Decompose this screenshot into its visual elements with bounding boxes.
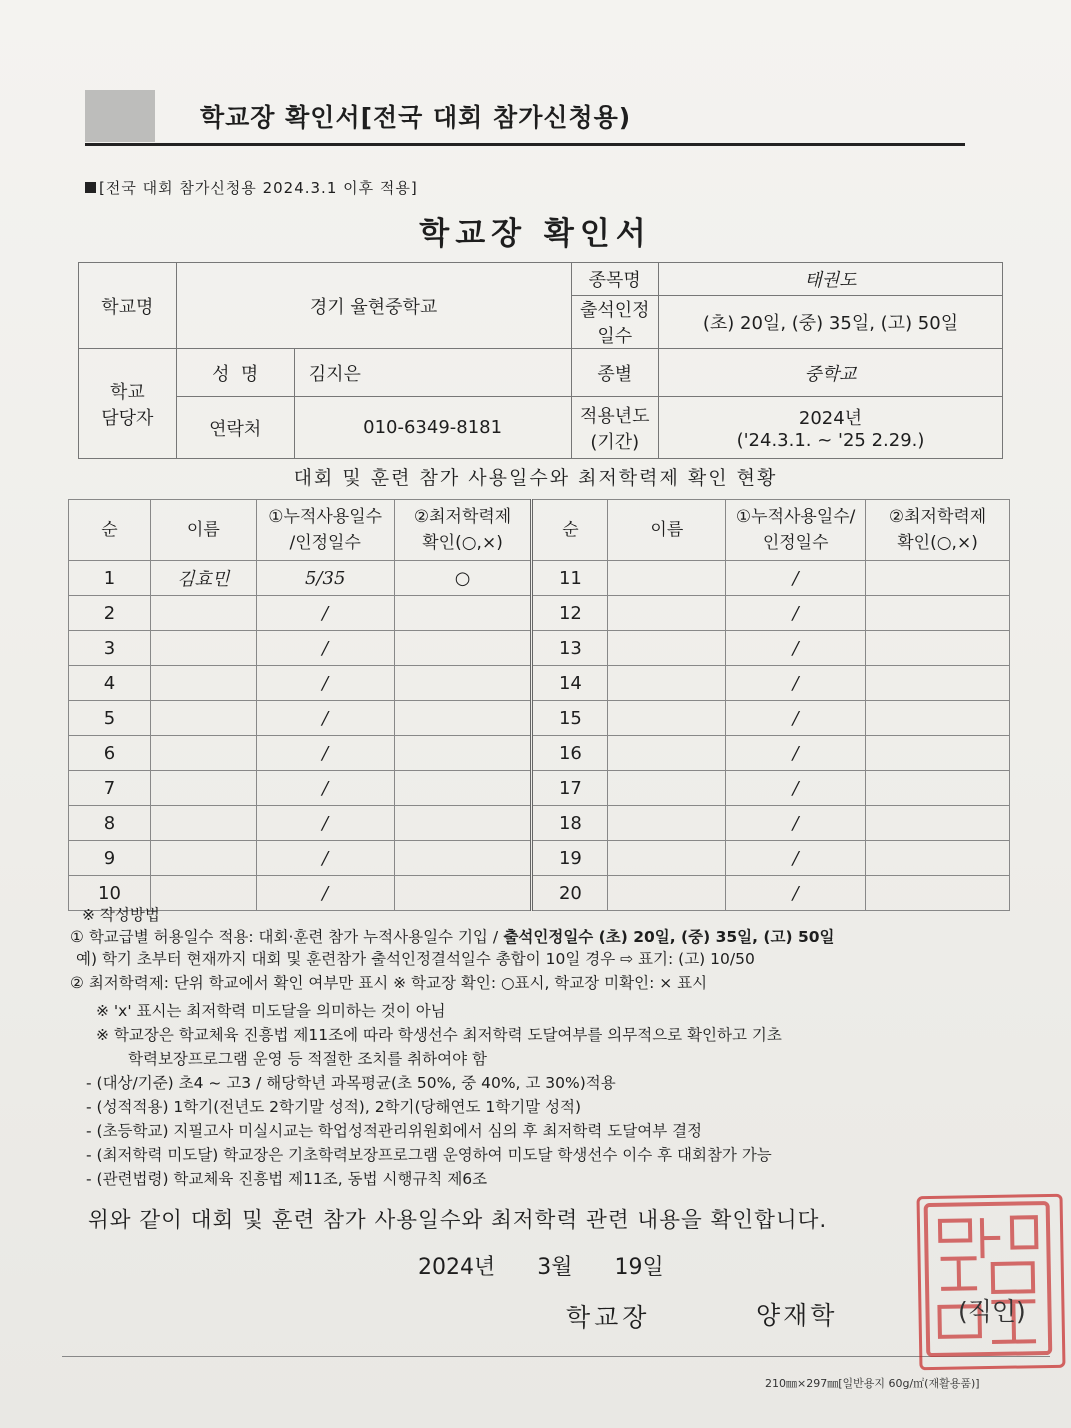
row-days2-cell: / [726, 771, 866, 806]
date-year: 2024년 [418, 1255, 496, 1280]
table-row [69, 631, 1010, 666]
sport-value: 태권도 [659, 263, 1003, 296]
type-label: 종별 [571, 349, 659, 397]
table-row [69, 841, 1010, 876]
row-name2-cell [608, 806, 726, 841]
notice-line [85, 177, 418, 198]
row-check2-cell [866, 806, 1010, 841]
seal-pattern-icon [920, 1197, 1057, 1361]
table-row [69, 876, 1010, 911]
row-name-cell [150, 596, 256, 631]
table-row [69, 736, 1010, 771]
row-no-cell: 6 [69, 736, 151, 771]
instruction-line-3: ② 최저학력제: 단위 학교에서 확인 여부만 표시 ※ 학교장 확인: ○표시, 학교장 미확인: × 표시 [70, 974, 708, 992]
row-check-cell [394, 771, 532, 806]
row-name-cell [150, 841, 256, 876]
row-check-cell [394, 701, 532, 736]
row-name2-cell [608, 666, 726, 701]
school-info-table [78, 262, 1003, 459]
year-value [659, 397, 1003, 459]
row-check-cell: ○ [394, 561, 532, 596]
row-name-cell [150, 631, 256, 666]
col-days2-header-line2: 인정일수 [762, 533, 829, 553]
row-check2-cell [866, 771, 1010, 806]
row-name2-cell [608, 631, 726, 666]
row-name-cell [150, 806, 256, 841]
attendance-label-line2: 일수 [597, 326, 633, 347]
row-days-cell: / [256, 701, 394, 736]
col-days-header-line2: /인정일수 [289, 533, 361, 553]
row-name-cell [150, 771, 256, 806]
attendance-label-line1: 출석인정 [579, 300, 650, 321]
row-name-cell [150, 736, 256, 771]
seal-note: (직인) [958, 1297, 1026, 1326]
row-no2-cell: 20 [532, 876, 608, 911]
col-no2-header: 순 [532, 500, 608, 561]
paper-spec-footer: 210㎜×297㎜[일반용지 60g/㎡(재활용품)] [765, 1377, 980, 1390]
row-check2-cell [866, 631, 1010, 666]
square-bullet-icon [85, 182, 96, 193]
row-name-cell [150, 666, 256, 701]
row-name-cell [150, 876, 256, 911]
row-no-cell: 5 [69, 701, 151, 736]
manager-name-value: 김지은 [294, 349, 571, 397]
col-check-header-line2: 확인(○,×) [422, 533, 503, 553]
official-seal-icon [916, 1194, 1065, 1371]
contact-value: 010-6349-8181 [294, 397, 571, 459]
row-check2-cell [866, 841, 1010, 876]
year-label-line1: 적용년도 [579, 405, 650, 427]
manager-label-line1: 학교 [109, 381, 145, 403]
table-row [69, 806, 1010, 841]
row-days2-cell: / [726, 736, 866, 771]
row-no2-cell: 18 [532, 806, 608, 841]
col-check2-header [866, 500, 1010, 561]
confirmation-statement: 위와 같이 대회 및 훈련 참가 사용일수와 최저학력 관련 내용을 확인합니다. [88, 1208, 828, 1233]
row-check-cell [394, 876, 532, 911]
instructions-heading: ※ 작성방법 [82, 906, 160, 924]
row-no-cell: 9 [69, 841, 151, 876]
col-days2-header [726, 500, 866, 561]
row-no-cell: 2 [69, 596, 151, 631]
row-no-cell: 8 [69, 806, 151, 841]
instruction-line-5: ※ 학교장은 학교체육 진흥법 제11조에 따라 학생선수 최저학력 도달여부를 의무적으로 확인하고 기초 [96, 1026, 782, 1044]
roster-header-row [69, 500, 1010, 561]
row-no2-cell: 19 [532, 841, 608, 876]
col-no-header: 순 [69, 500, 151, 561]
row-no-cell: 7 [69, 771, 151, 806]
col-days-header [256, 500, 394, 561]
row-check2-cell [866, 876, 1010, 911]
row-name2-cell [608, 736, 726, 771]
table-row [69, 561, 1010, 596]
row-no2-cell: 16 [532, 736, 608, 771]
date-day: 19일 [614, 1255, 664, 1280]
contact-label: 연락처 [176, 397, 294, 459]
instruction-line-10: - (최저학력 미도달) 학교장은 기초학력보장프로그램 운영하여 미도달 학생선수 이수 후 대회참가 가능 [86, 1146, 772, 1164]
col-days-header-line1: ①누적사용일수 [268, 507, 383, 527]
col-check-header [394, 500, 532, 561]
notice-text: [전국 대회 참가신청용 2024.3.1 이후 적용] [99, 179, 418, 197]
row-no2-cell: 14 [532, 666, 608, 701]
principal-label: 학교장 [566, 1303, 651, 1332]
year-value-line1: 2024년 [798, 408, 863, 429]
instruction-line-7: - (대상/기준) 초4 ~ 고3 / 해당학년 과목평균(초 50%, 중 40%, 고 30%)적용 [86, 1074, 616, 1092]
instruction-line-1 [70, 925, 835, 947]
table-row [69, 771, 1010, 806]
row-name2-cell [608, 596, 726, 631]
row-days-cell: / [256, 736, 394, 771]
roster-body [69, 561, 1010, 911]
row-name2-cell [608, 771, 726, 806]
school-name-value: 경기 율현중학교 [176, 263, 571, 349]
row-no-cell: 10 [69, 876, 151, 911]
row-check-cell [394, 736, 532, 771]
document-header-title: 학교장 확인서[전국 대회 참가신청용) [200, 103, 632, 132]
row-days-cell: / [256, 631, 394, 666]
col-name-header: 이름 [150, 500, 256, 561]
row-name2-cell [608, 841, 726, 876]
table-row [69, 701, 1010, 736]
type-value: 중학교 [659, 349, 1003, 397]
row-days2-cell: / [726, 701, 866, 736]
roster-table [68, 499, 1010, 911]
row-check-cell [394, 666, 532, 701]
row-days-cell: / [256, 771, 394, 806]
instruction-line-9: - (초등학교) 지필고사 미실시교는 학업성적관리위원회에서 심의 후 최저학력 도달여부 결정 [86, 1122, 703, 1140]
row-days-cell: 5/35 [256, 561, 394, 596]
row-name2-cell [608, 561, 726, 596]
row-days-cell: / [256, 596, 394, 631]
row-check-cell [394, 596, 532, 631]
footer-rule [62, 1356, 1050, 1357]
row-check-cell [394, 631, 532, 666]
row-check2-cell [866, 736, 1010, 771]
instruction-line-6: 학력보장프로그램 운영 등 적절한 조치를 취하여야 함 [128, 1050, 487, 1068]
row-days2-cell: / [726, 806, 866, 841]
row-check2-cell [866, 666, 1010, 701]
row-no2-cell: 13 [532, 631, 608, 666]
row-check-cell [394, 806, 532, 841]
attendance-label [571, 296, 659, 349]
principal-name: 양재학 [756, 1301, 838, 1330]
row-no2-cell: 15 [532, 701, 608, 736]
col-check2-header-line2: 확인(○,×) [897, 533, 978, 553]
row-days2-cell: / [726, 841, 866, 876]
instruction-line-1a: ① 학교급별 허용일수 적용: 대회·훈련 참가 누적사용일수 기입 / [70, 928, 499, 946]
col-check2-header-line1: ②최저학력제 [888, 507, 987, 527]
sport-label: 종목명 [571, 263, 659, 296]
year-label [571, 397, 659, 459]
row-days2-cell: / [726, 631, 866, 666]
section-title: 대회 및 훈련 참가 사용일수와 최저학력제 확인 현황 [293, 467, 778, 489]
row-days-cell: / [256, 806, 394, 841]
row-days-cell: / [256, 876, 394, 911]
row-no2-cell: 17 [532, 771, 608, 806]
row-check2-cell [866, 561, 1010, 596]
instruction-line-11: - (관련법령) 학교체육 진흥법 제11조, 동법 시행규칙 제6조 [86, 1170, 488, 1188]
row-days2-cell: / [726, 666, 866, 701]
page-title: 학교장 확인서 [419, 216, 652, 252]
row-no2-cell: 11 [532, 561, 608, 596]
instruction-line-8: - (성적적용) 1학기(전년도 2학기말 성적), 2학기(당해연도 1학기말 성적) [86, 1098, 582, 1116]
col-days2-header-line1: ①누적사용일수/ [735, 507, 856, 527]
row-name-cell: 김효민 [150, 561, 256, 596]
col-check-header-line1: ②최저학력제 [413, 507, 512, 527]
year-value-line2: ('24.3.1. ~ '25 2.29.) [736, 430, 925, 451]
school-name-label: 학교명 [79, 263, 177, 349]
row-days-cell: / [256, 666, 394, 701]
header-gray-box [85, 90, 155, 142]
manager-label [79, 349, 177, 459]
instruction-line-2: 예) 학기 초부터 현재까지 대회 및 훈련참가 출석인정결석일수 총합이 10일 경우 ⇨ 표기: (고) 10/50 [76, 950, 755, 968]
instruction-line-4: ※ 'x' 표시는 최저학력 미도달을 의미하는 것이 아님 [96, 1002, 446, 1020]
col-name2-header: 이름 [608, 500, 726, 561]
row-name2-cell [608, 701, 726, 736]
instruction-line-1b: 출석인정일수 (초) 20일, (중) 35일, (고) 50일 [498, 928, 835, 946]
issue-date [418, 1250, 706, 1281]
row-no-cell: 1 [69, 561, 151, 596]
row-no-cell: 3 [69, 631, 151, 666]
row-no-cell: 4 [69, 666, 151, 701]
table-row [69, 596, 1010, 631]
date-month: 3월 [537, 1255, 573, 1280]
header-rule [85, 143, 965, 146]
row-days2-cell: / [726, 561, 866, 596]
year-label-line2: (기간) [590, 431, 640, 453]
row-name2-cell [608, 876, 726, 911]
attendance-value: (초) 20일, (중) 35일, (고) 50일 [659, 296, 1003, 349]
row-no2-cell: 12 [532, 596, 608, 631]
row-check-cell [394, 841, 532, 876]
table-row [69, 666, 1010, 701]
row-name-cell [150, 701, 256, 736]
row-days-cell: / [256, 841, 394, 876]
row-days2-cell: / [726, 876, 866, 911]
row-check2-cell [866, 596, 1010, 631]
manager-label-line2: 담당자 [101, 407, 154, 429]
manager-name-label: 성 명 [176, 349, 294, 397]
row-check2-cell [866, 701, 1010, 736]
row-days2-cell: / [726, 596, 866, 631]
